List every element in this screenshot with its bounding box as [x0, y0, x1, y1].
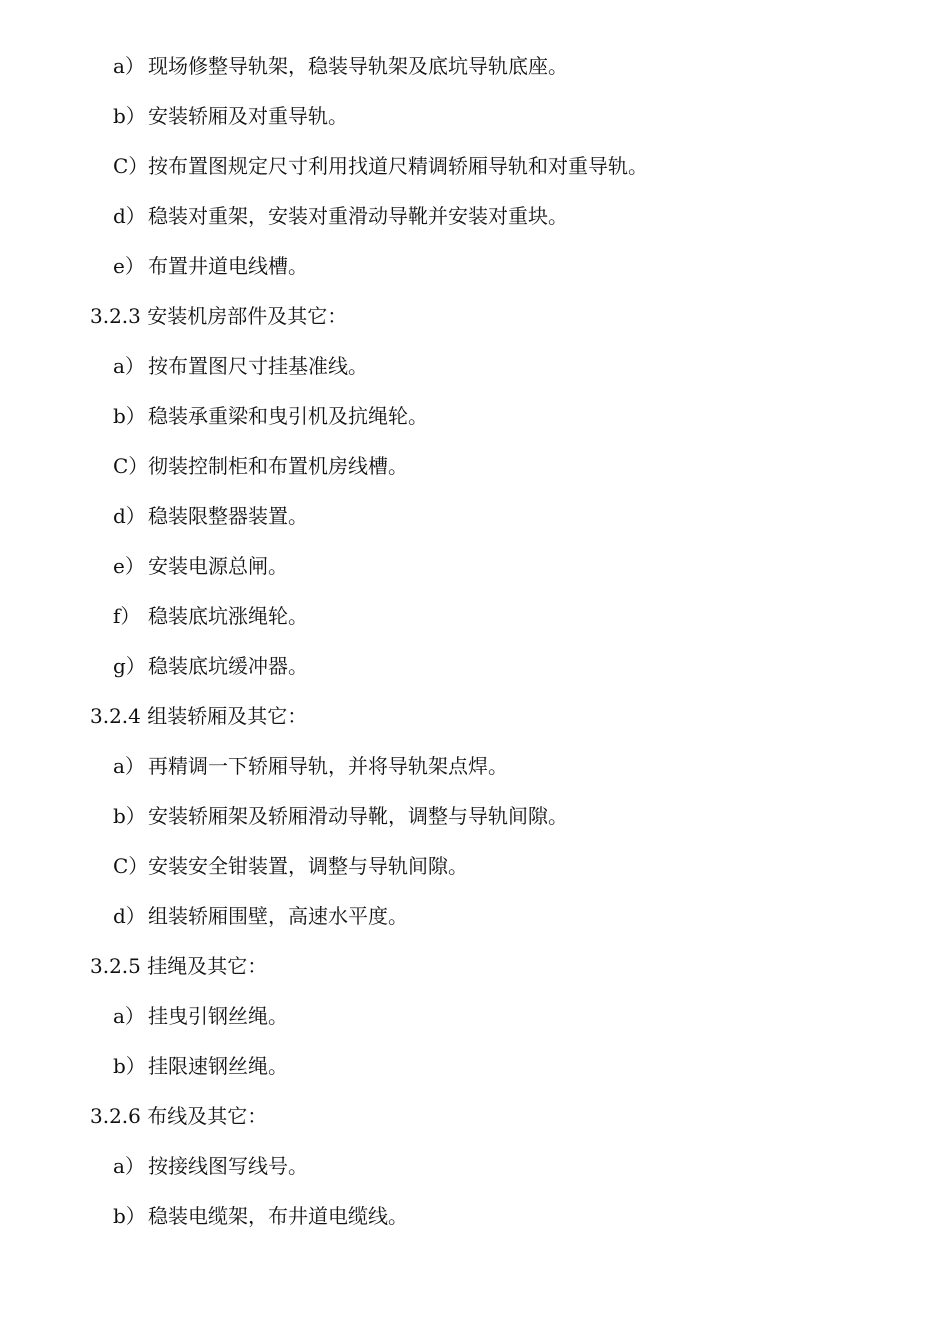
list-item-text: 按接线图写线号。 — [148, 1154, 308, 1178]
list-item-text: 稳装对重架，安装对重滑动导靴并安装对重块。 — [148, 204, 568, 228]
list-item-text: 布置井道电线槽。 — [148, 254, 308, 278]
list-item — [113, 1002, 288, 1030]
list-item — [113, 402, 428, 430]
list-item-text: 安装安全钳装置，调整与导轨间隙。 — [148, 854, 468, 878]
list-marker: e） — [113, 254, 145, 278]
list-item — [113, 1052, 288, 1080]
list-item — [113, 1152, 308, 1180]
list-item — [113, 902, 408, 930]
list-item-text: 挂曳引钢丝绳。 — [148, 1004, 288, 1028]
list-marker: a） — [113, 1154, 145, 1178]
list-marker: C） — [113, 154, 149, 178]
list-marker: b） — [113, 1204, 146, 1228]
list-marker: b） — [113, 1054, 146, 1078]
list-marker: C） — [113, 854, 149, 878]
list-marker: d） — [113, 904, 146, 928]
list-item-text: 再精调一下轿厢导轨，并将导轨架点焊。 — [148, 754, 508, 778]
list-item — [113, 602, 308, 630]
list-item — [113, 202, 568, 230]
list-item-text: 稳装电缆架，布井道电缆线。 — [148, 1204, 408, 1228]
list-item-text: 安装电源总闸。 — [148, 554, 288, 578]
list-marker: d） — [113, 504, 146, 528]
list-item-text: 安装轿厢及对重导轨。 — [148, 104, 348, 128]
list-marker: a） — [113, 754, 145, 778]
list-item — [113, 352, 368, 380]
list-item — [113, 852, 468, 880]
list-marker: a） — [113, 354, 145, 378]
list-marker: a） — [113, 54, 145, 78]
list-marker: C） — [113, 454, 149, 478]
list-item-text: 按布置图尺寸挂基准线。 — [148, 354, 368, 378]
list-item — [113, 252, 308, 280]
list-item-text: 安装轿厢架及轿厢滑动导靴，调整与导轨间隙。 — [148, 804, 568, 828]
list-item-text: 组装轿厢围壁，高速水平度。 — [148, 904, 408, 928]
list-item — [113, 752, 508, 780]
list-item — [113, 802, 568, 830]
list-item — [113, 152, 648, 180]
list-item-text: 挂限速钢丝绳。 — [148, 1054, 288, 1078]
list-item-text: 稳装底坑缓冲器。 — [148, 654, 308, 678]
list-item — [113, 52, 568, 80]
list-item — [113, 452, 408, 480]
list-item — [113, 502, 308, 530]
list-marker: b） — [113, 404, 146, 428]
list-marker: b） — [113, 804, 146, 828]
list-item-text: 稳装底坑涨绳轮。 — [148, 604, 308, 628]
list-item-text: 按布置图规定尺寸利用找道尺精调轿厢导轨和对重导轨。 — [148, 154, 648, 178]
list-item-text: 现场修整导轨架，稳装导轨架及底坑导轨底座。 — [148, 54, 568, 78]
list-item — [113, 652, 308, 680]
list-item — [113, 552, 288, 580]
list-marker: g） — [113, 654, 146, 678]
list-marker: b） — [113, 104, 146, 128]
list-marker: a） — [113, 1004, 145, 1028]
list-item — [113, 1202, 408, 1230]
list-item — [113, 102, 348, 130]
section-heading: 3.2.4 组装轿厢及其它： — [90, 704, 308, 728]
section-heading: 3.2.3 安装机房部件及其它： — [90, 304, 348, 328]
list-marker: d） — [113, 204, 146, 228]
list-item-text: 稳装限整器装置。 — [148, 504, 308, 528]
section-heading: 3.2.6 布线及其它： — [90, 1104, 268, 1128]
list-marker: f） — [113, 604, 141, 628]
section-heading: 3.2.5 挂绳及其它： — [90, 954, 268, 978]
list-item-text: 彻装控制柜和布置机房线槽。 — [148, 454, 408, 478]
list-marker: e） — [113, 554, 145, 578]
list-item-text: 稳装承重梁和曳引机及抗绳轮。 — [148, 404, 428, 428]
